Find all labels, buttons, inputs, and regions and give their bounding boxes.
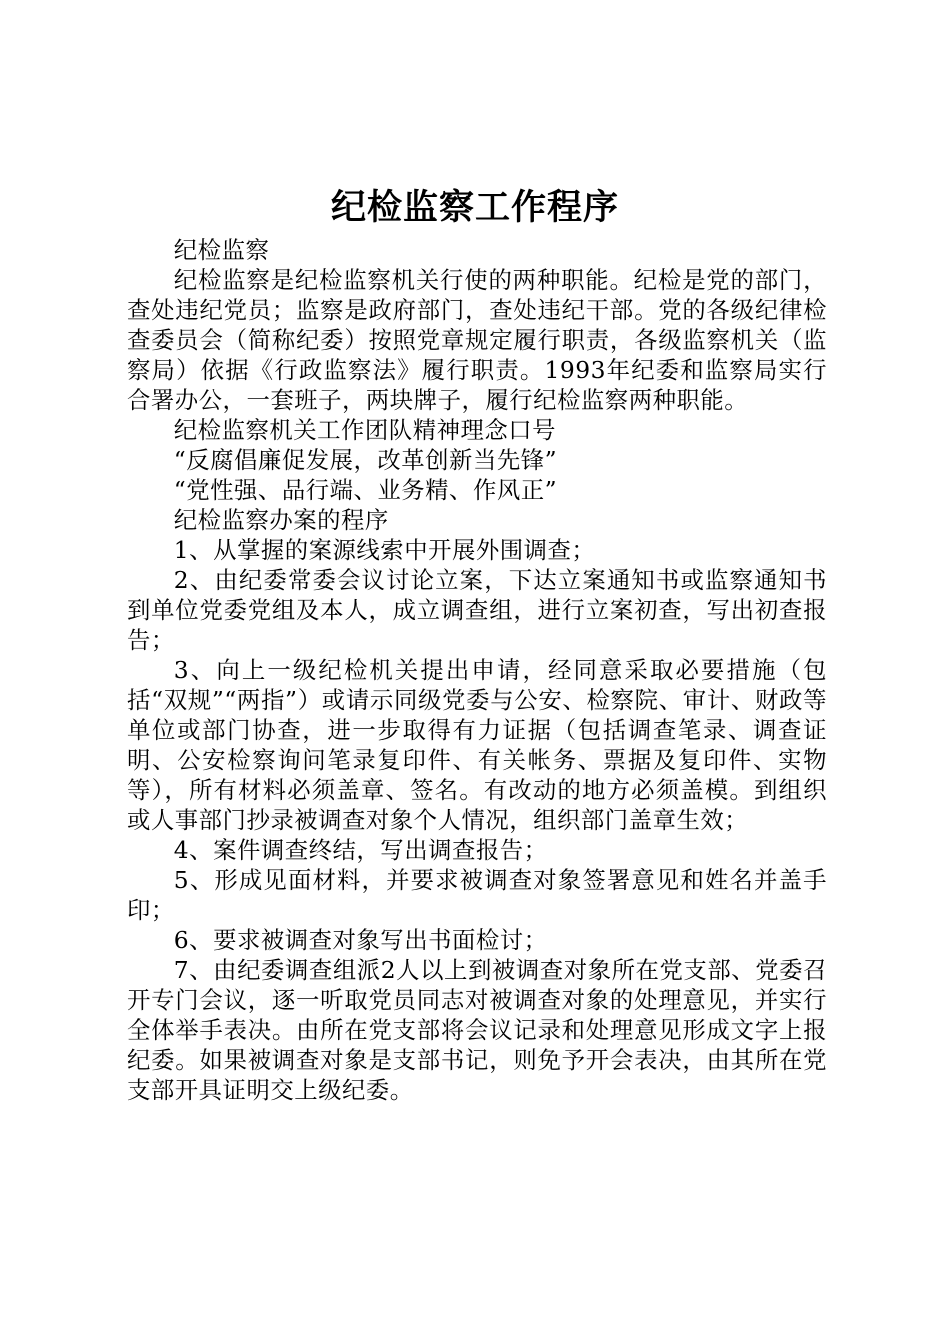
document-body	[127, 235, 827, 1105]
section-heading: 纪检监察	[173, 236, 270, 264]
slogan-line: “反腐倡廉促发展，改革创新当先锋”	[173, 446, 558, 474]
procedure-step: 4、案件调查终结，写出调查报告；	[173, 836, 548, 864]
paragraph: 纪检监察是纪检监察机关行使的两种职能。纪检是党的部门，查处违纪党员；监察是政府部门，查处违纪干部。党的各级纪律检查委员会（简称纪委）按照党章规定履行职责，各级监察机关（监察局）依据《行政监察法》履行职责。1993年纪委和监察局实行合署办公，一套班子，两块牌子，履行纪检监察两种职能。	[127, 266, 827, 414]
procedure-step: 1、从掌握的案源线索中开展外围调查；	[173, 536, 596, 564]
procedure-step: 3、向上一级纪检机关提出申请，经同意采取必要措施（包括“双规”“两指”）或请示同级党委与公安、检察院、审计、财政等单位或部门协查，进一步取得有力证据（包括调查笔录、调查证明、公安检察询问笔录复印件、有关帐务、票据及复印件、实物等），所有材料必须盖章、签名。有改动的地方必须盖模。到组织或人事部门抄录被调查对象个人情况，组织部门盖章生效；	[127, 656, 827, 834]
section-heading: 纪检监察机关工作团队精神理念口号	[173, 416, 557, 444]
document-title: 纪检监察工作程序	[330, 187, 619, 228]
slogan-line: “党性强、品行端、业务精、作风正”	[173, 476, 558, 504]
procedure-step: 5、形成见面材料，并要求被调查对象签署意见和姓名并盖手印；	[127, 866, 827, 924]
procedure-step: 6、要求被调查对象写出书面检讨；	[173, 926, 548, 954]
procedure-step: 7、由纪委调查组派2人以上到被调查对象所在党支部、党委召开专门会议，逐一听取党员同志对被调查对象的处理意见，并实行全体举手表决。由所在党支部将会议记录和处理意见形成文字上报纪委。如果被调查对象是支部书记，则免予开会表决，由其所在党支部开具证明交上级纪委。	[127, 956, 827, 1104]
section-heading: 纪检监察办案的程序	[173, 506, 389, 534]
procedure-step: 2、由纪委常委会议讨论立案，下达立案通知书或监察通知书到单位党委党组及本人，成立调查组，进行立案初查，写出初查报告；	[127, 566, 827, 654]
